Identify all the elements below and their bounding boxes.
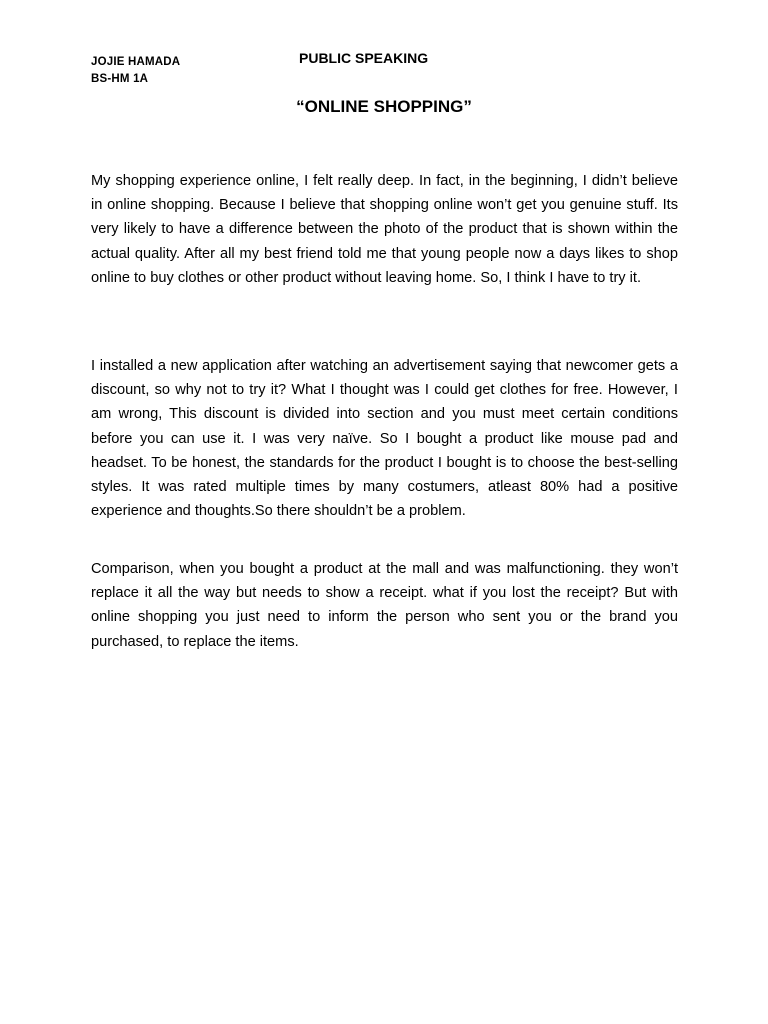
course-section: BS-HM 1A	[91, 73, 149, 85]
paragraph-2: I installed a new application after watching an advertisement saying that newcomer gets a discount, so why not to try it? What I thought was I could get clothes for free. However, I am wrong, This discount is divided into section and you must meet certain conditions before you can use it. I was very naïve. So I bought a product like mouse pad and headset. To be honest, the standards for the product I bought is to choose the best-selling styles. It was rated multiple times by many costumers, atleast 80% had a positive experience and thoughts.So there shouldn’t be a problem.	[91, 358, 678, 520]
paragraph-1: My shopping experience online, I felt really deep. In fact, in the beginning, I didn’t believe in online shopping. Because I believe that shopping online won’t get you genuine stuff. Its very likely to have a difference between the photo of the product that is shown within the actual quality. After all my best friend told me that young people now a days likes to shop online to buy clothes or other product without leaving home. So, I think I have to try it.	[91, 173, 678, 286]
subject-heading: PUBLIC SPEAKING	[299, 50, 429, 66]
essay-title: “ONLINE SHOPPING”	[296, 97, 472, 116]
paragraph-3: Comparison, when you bought a product at the mall and was malfunctioning. they won’t replace it all the way but needs to show a receipt. what if you lost the receipt? But with online shopping you just need to inform the person who sent you or the brand you purchased, to replace the items.	[91, 561, 678, 650]
author-name: JOJIE HAMADA	[91, 56, 181, 68]
